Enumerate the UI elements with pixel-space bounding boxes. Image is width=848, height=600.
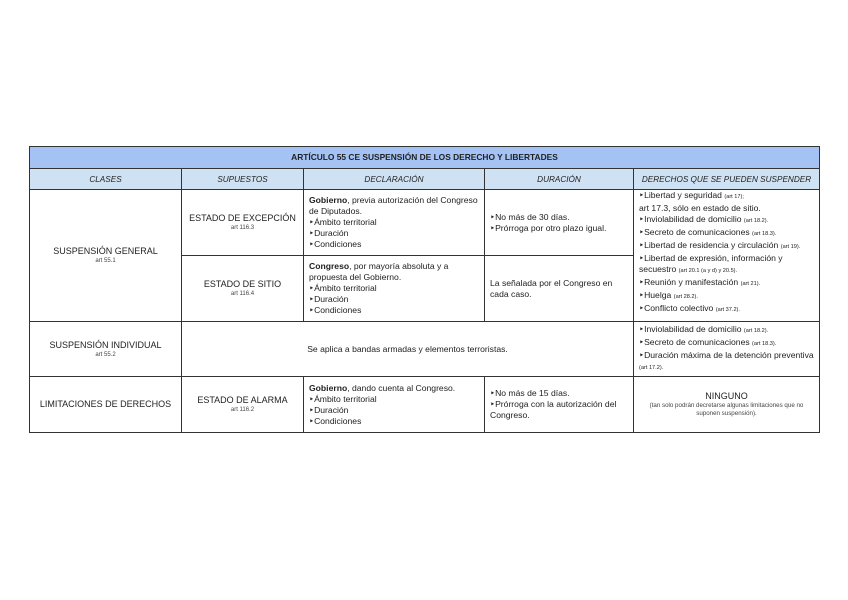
derechos-cell [634, 377, 820, 433]
declaracion-item: ‣Ámbito territorial [309, 217, 377, 227]
clase-ref: art 55.1 [95, 258, 116, 264]
duracion-cell [485, 190, 634, 256]
declaracion-item: ‣Condiciones [309, 305, 362, 315]
table-row [30, 377, 820, 433]
derecho-item: ‣Conflicto colectivo (art 37.2). [639, 303, 740, 313]
suspension-table [29, 146, 820, 433]
supuesto-ref: art 116.2 [230, 407, 255, 413]
supuesto-cell [182, 190, 304, 256]
table-row [30, 190, 820, 256]
supuesto-cell [182, 377, 304, 433]
duracion-item: ‣No más de 15 días. [490, 388, 570, 398]
declaracion-text: Congreso, por mayoría absoluta y a propuesta del Gobierno. [309, 261, 449, 282]
derecho-item: ‣Libertad y seguridad (art 17); [639, 190, 744, 200]
supuesto-ref: art 116.3 [230, 225, 255, 231]
clase-label: SUSPENSIÓN INDIVIDUAL [49, 339, 162, 350]
duracion-item: ‣Prórroga por otro plazo igual. [490, 222, 607, 233]
declaracion-item: ‣Duración [309, 294, 349, 304]
duracion-item: ‣Prórroga con la autorización del Congreso. [490, 399, 617, 420]
clase-label: LIMITACIONES DE DERECHOS [39, 399, 172, 409]
supuesto-cell [182, 256, 304, 322]
declaracion-item: ‣Ámbito territorial [309, 283, 377, 293]
derecho-item: ‣Reunión y manifestación (art 21). [639, 277, 761, 287]
header-duracion: DURACIÓN [485, 169, 634, 190]
clase-cell [30, 190, 182, 322]
derechos-cell [634, 322, 820, 377]
clase-ref: art 55.2 [95, 351, 116, 358]
duracion-cell: La señalada por el Congreso en cada caso. [485, 256, 634, 322]
header-derechos: DERECHOS QUE SE PUEDEN SUSPENDER [634, 169, 820, 190]
declaracion-cell [304, 190, 485, 256]
individual-text: Se aplica a bandas armadas y elementos terroristas. [182, 322, 634, 377]
derecho-item: ‣Libertad de residencia y circulación (art 19). [639, 240, 801, 250]
supuesto-ref: art 116.4 [230, 291, 255, 297]
declaracion-cell [304, 256, 485, 322]
clase-cell [30, 322, 182, 377]
derecho-item: ‣Inviolabilidad de domicilio (art 18.2). [639, 214, 769, 224]
ninguno-note: (tan solo podrán decretarse algunas limitaciones que no suponen suspensión). [649, 402, 804, 417]
derecho-item: ‣Secreto de comunicaciones (art 18.3). [639, 337, 777, 347]
derecho-item: ‣Duración máxima de la detención preventiva (art 17.2). [639, 350, 814, 371]
declaracion-text: Gobierno, dando cuenta al Congreso. [309, 382, 456, 393]
declaracion-item: ‣Condiciones [309, 239, 362, 249]
declaracion-item: ‣Ámbito territorial [309, 393, 377, 404]
derecho-item: art 17.3, sólo en estado de sitio. [639, 203, 761, 213]
derecho-item: ‣Secreto de comunicaciones (art 18.3). [639, 227, 777, 237]
declaracion-text: Gobierno, previa autorización del Congreso de Diputados. [309, 195, 478, 216]
duracion-cell [485, 377, 634, 433]
header-clases: CLASES [30, 169, 182, 190]
derechos-cell [634, 190, 820, 322]
declaracion-cell [304, 377, 485, 433]
header-row [30, 169, 820, 190]
table-row [30, 322, 820, 377]
supuesto-label: ESTADO DE EXCEPCIÓN [189, 213, 296, 223]
declaracion-item: ‣Duración [309, 228, 349, 238]
header-supuestos: SUPUESTOS [182, 169, 304, 190]
declaracion-item: ‣Condiciones [309, 415, 362, 426]
derecho-item: ‣Libertad de expresión, información y secuestro (art 20.1 (a y d) y 20.5). [639, 253, 783, 274]
derecho-item: ‣Huelga (art 28.2). [639, 290, 698, 300]
supuesto-label: ESTADO DE SITIO [203, 279, 282, 289]
duracion-item: ‣No más de 30 días. [490, 211, 570, 222]
declaracion-item: ‣Duración [309, 404, 349, 415]
clase-cell [30, 377, 182, 433]
ninguno-label: NINGUNO [705, 391, 748, 401]
supuesto-label: ESTADO DE ALARMA [197, 395, 288, 405]
clase-label: SUSPENSIÓN GENERAL [53, 246, 158, 256]
header-declaracion: DECLARACIÓN [304, 169, 485, 190]
derecho-item: ‣Inviolabilidad de domicilio (art 18.2). [639, 324, 769, 334]
table-title: ARTÍCULO 55 CE SUSPENSIÓN DE LOS DERECHO Y LIBERTADES [30, 147, 820, 169]
